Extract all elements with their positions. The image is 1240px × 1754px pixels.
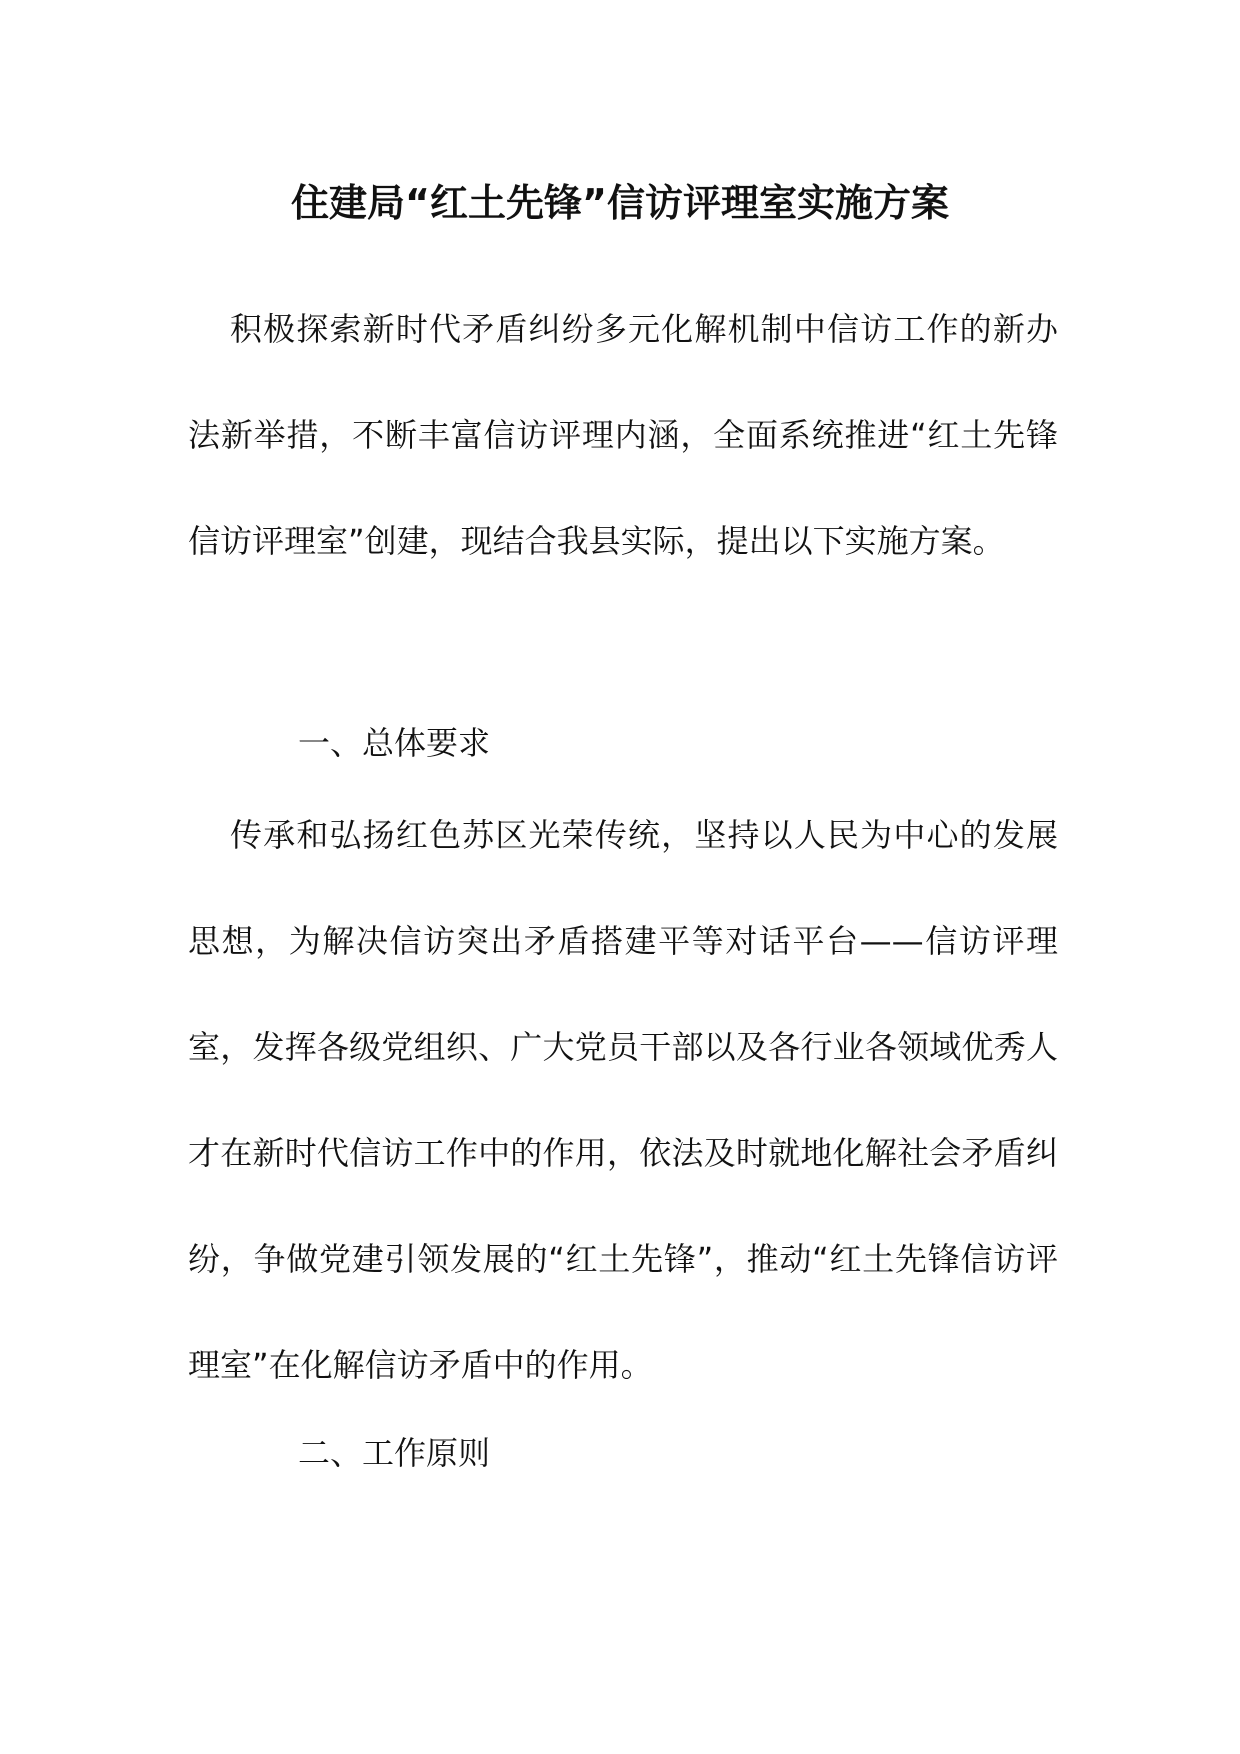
section-heading-general-requirements: 一、总体要求: [298, 724, 491, 762]
section-heading-work-principles: 二、工作原则: [298, 1434, 491, 1472]
general-requirements-paragraph: 传承和弘扬红色苏区光荣传统，坚持以人民为中心的发展思想，为解决信访突出矛盾搭建平等对话平台——信访评理室，发挥各级党组织、广大党员干部以及各行业各领域优秀人才在新时代信访工作中的作用，依法及时就地化解社会矛盾纠纷，争做党建引领发展的“红土先锋”，推动“红土先锋信访评理室”在化解信访矛盾中的作用。: [188, 816, 1058, 1384]
document-title: 住建局“红土先锋”信访评理室实施方案: [291, 181, 949, 225]
intro-paragraph: 积极探索新时代矛盾纠纷多元化解机制中信访工作的新办法新举措，不断丰富信访评理内涵，全面系统推进“红土先锋信访评理室”创建，现结合我县实际，提出以下实施方案。: [188, 310, 1058, 560]
